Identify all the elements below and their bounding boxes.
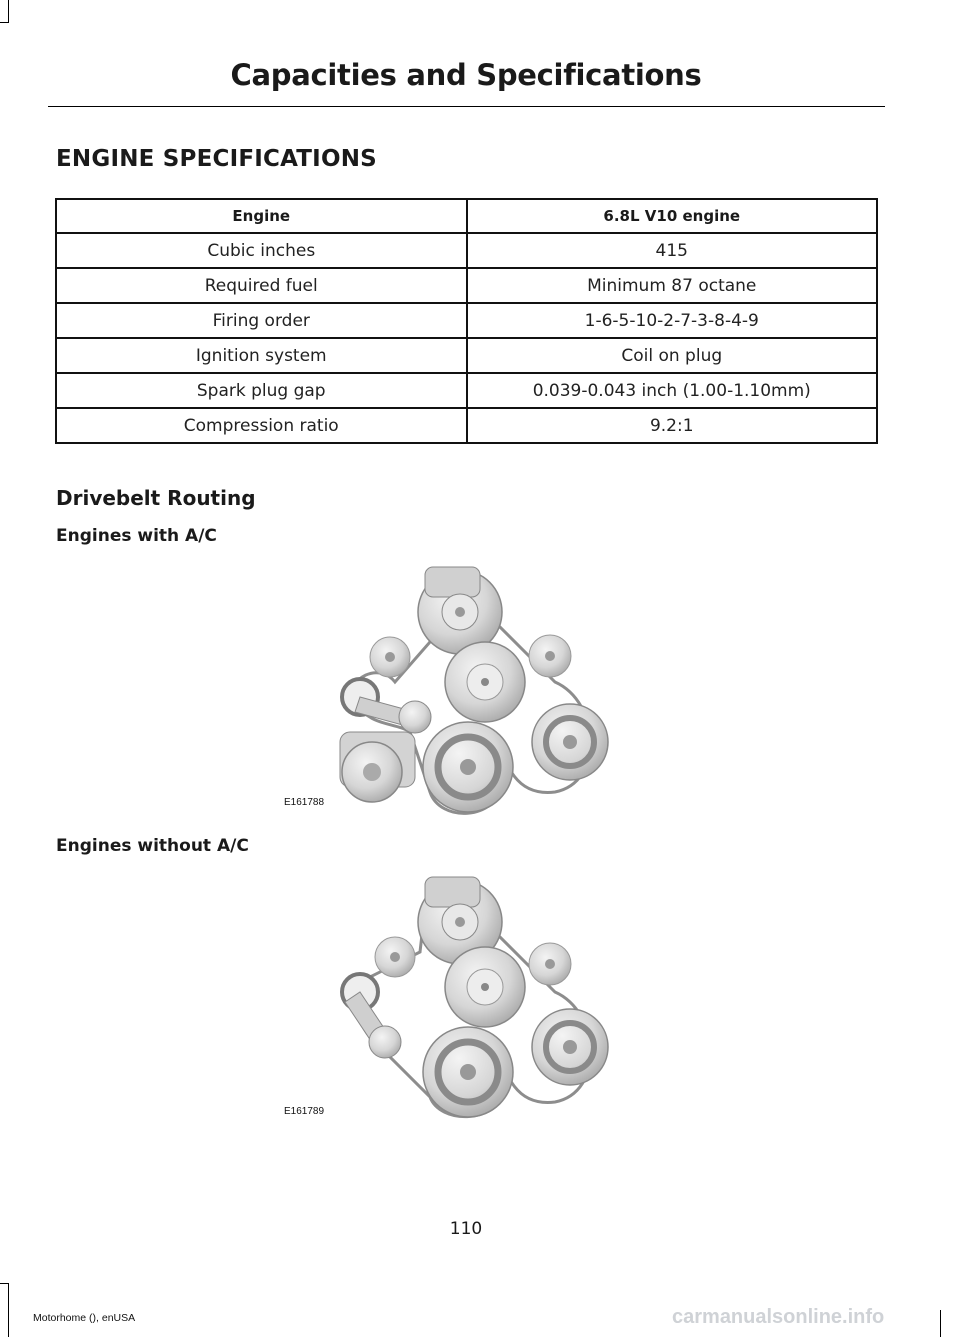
table-row (56, 268, 877, 303)
table-cell: 0.039-0.043 inch (1.00-1.10mm) (467, 373, 878, 408)
without-ac-heading: Engines without A/C (56, 836, 249, 856)
header-divider (48, 106, 885, 107)
table-cell: Coil on plug (467, 338, 878, 373)
table-cell: 1-6-5-10-2-7-3-8-4-9 (467, 303, 878, 338)
crop-mark (940, 1310, 941, 1337)
drivebelt-heading: Drivebelt Routing (56, 486, 256, 510)
section-title: ENGINE SPECIFICATIONS (56, 146, 377, 172)
footer-text: Motorhome (), enUSA (33, 1312, 136, 1324)
table-row (56, 338, 877, 373)
table-row (56, 408, 877, 443)
table-header-cell: 6.8L V10 engine (467, 199, 878, 233)
watermark: carmanualsonline.info (672, 1306, 885, 1328)
table-header-row (56, 199, 877, 233)
image-code-with-ac: E161788 (284, 797, 325, 808)
table-row (56, 233, 877, 268)
table-cell: 9.2:1 (467, 408, 878, 443)
table-header-cell: Engine (56, 199, 467, 233)
crop-mark (0, 1283, 9, 1284)
drivebelt-diagram-without-ac (300, 862, 630, 1124)
image-code-without-ac: E161789 (284, 1106, 325, 1117)
crop-mark (0, 22, 9, 23)
with-ac-heading: Engines with A/C (56, 526, 217, 546)
table-cell: Minimum 87 octane (467, 268, 878, 303)
crop-mark (8, 1283, 9, 1337)
table-row (56, 373, 877, 408)
table-cell: Spark plug gap (56, 373, 467, 408)
table-cell: Ignition system (56, 338, 467, 373)
table-row (56, 303, 877, 338)
table-cell: 415 (467, 233, 878, 268)
table-cell: Firing order (56, 303, 467, 338)
table-cell: Cubic inches (56, 233, 467, 268)
crop-mark (8, 0, 9, 22)
table-cell: Compression ratio (56, 408, 467, 443)
page-number: 110 (449, 1219, 483, 1239)
table-cell: Required fuel (56, 268, 467, 303)
drivebelt-diagram-with-ac (300, 552, 630, 822)
engine-spec-table (55, 198, 878, 444)
page-header-title: Capacities and Specifications (230, 58, 702, 92)
